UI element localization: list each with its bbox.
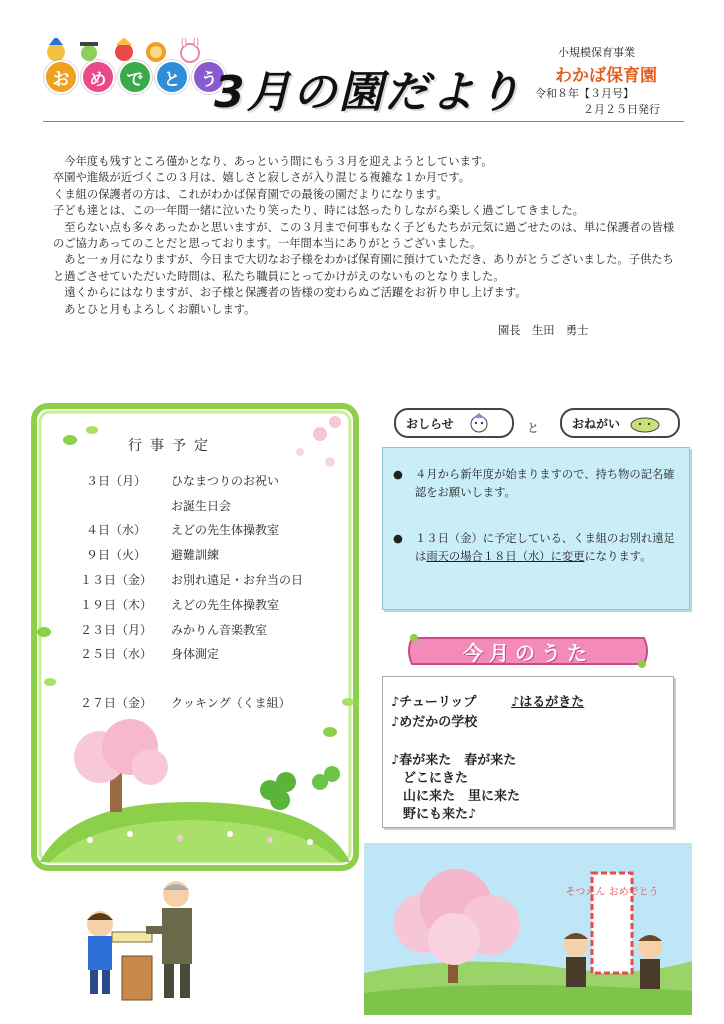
event-name: お別れ遠足・お弁当の日 <box>171 573 304 587</box>
events-title: 行事予定 <box>128 438 216 454</box>
bullet-icon: ● <box>393 468 403 481</box>
letter-paragraph: あと一ヵ月になりますが、今日まで大切なお子様をわかば保育園に預けていただき、ありがとうございました。子供たちと過ごさせていただいた時間は、私たち職員にとってかけがえのないものとなりました。 <box>53 253 674 283</box>
song-banner <box>406 632 650 670</box>
event-day: ４日（水） <box>86 523 147 537</box>
song-lyric: どこにきた <box>403 771 469 786</box>
conjunction-to: と <box>527 421 540 435</box>
event-name: 避難訓練 <box>171 548 220 562</box>
notice-box <box>382 447 690 610</box>
principal-signature: 園長 生田 勇士 <box>498 324 589 337</box>
omedeto-char: め <box>81 60 115 94</box>
oshirase-label <box>394 408 514 438</box>
character-icon <box>628 413 662 433</box>
sign-text: そつえん おめでとう <box>565 887 659 898</box>
principal-letter <box>53 154 683 318</box>
notice-item <box>393 530 683 566</box>
omedeto-char: と <box>155 60 189 94</box>
issue-date: ２月２５日発行 <box>583 103 660 116</box>
letter-paragraph: 今年度も残すところ僅かとなり、あっという間にもう３月を迎えようとしています。 <box>53 155 493 168</box>
event-day: １３日（金） <box>80 573 153 587</box>
song-list <box>382 676 674 828</box>
diploma-presentation-illustration <box>76 876 216 1006</box>
notice-text <box>415 530 683 566</box>
notice-item <box>393 466 683 502</box>
notice-text-part: になります。 <box>584 550 652 563</box>
event-day: ２７日（金） <box>80 696 153 710</box>
song-lyric: 野にも来た♪ <box>403 807 477 822</box>
event-day: ９日（火） <box>86 548 147 562</box>
event-day: ２５日（水） <box>80 647 153 661</box>
event-name: みかりん音楽教室 <box>171 623 268 637</box>
character-icon <box>464 413 494 433</box>
graduation-scene-illustration <box>364 843 692 1015</box>
event-name: クッキング（くま組） <box>171 696 291 710</box>
event-name: えどの先生体操教室 <box>171 598 280 612</box>
omedeto-char: で <box>118 60 152 94</box>
notice-text: ４月から新年度が始まりますので、持ち物の記名確認をお願いします。 <box>415 468 675 499</box>
header-divider <box>43 121 684 122</box>
org-name: わかば保育園 <box>555 66 657 86</box>
song-title: ♪めだかの学校 <box>391 715 478 730</box>
song-lyric: ♪春が来た 春が来た <box>391 753 517 768</box>
event-name: えどの先生体操教室 <box>171 523 280 537</box>
letter-paragraph: あとひと月もよろしくお願いします。 <box>53 302 256 316</box>
notice-text-underlined: 雨天の場合１８日（水）に変更 <box>426 550 585 563</box>
notice-text-part: １３日（金）に予定している、くま組のお別れ遠足は <box>415 532 675 563</box>
onegai-label <box>560 408 680 438</box>
omedeto-badges <box>44 60 226 94</box>
event-name: ひなまつりのお祝い <box>171 474 280 488</box>
event-name: 身体測定 <box>171 647 220 661</box>
omedeto-char: う <box>192 60 226 94</box>
event-day: ２３日（月） <box>80 623 153 637</box>
org-category: 小規模保育事業 <box>558 46 635 59</box>
event-day: ３日（月） <box>86 474 147 488</box>
letter-paragraph: 至らない点も多々あったかと思いますが、この３月まで何事もなく子どもたちが元気に過ごせたのは、単に保護者の皆様のご協力あってのことだと思っております。一年間本当にありがとうございました。 <box>53 220 675 251</box>
song-banner-text: 今月のうた <box>463 641 593 665</box>
event-name: お誕生日会 <box>171 499 232 513</box>
letter-paragraph: 遠くからにはなりますが、お子様と保護者の皆様の変わらぬご活躍をお祈り申し上げます。 <box>53 286 527 300</box>
song-lyric: 山に来た 里に来た <box>403 789 521 804</box>
song-title: ♪はるがきた <box>511 695 585 710</box>
newsletter-header <box>0 0 724 125</box>
letter-paragraph: 卒園や進級が近づくこの３月は、嬉しさと寂しさが入り混じる複雑な１か月です。 <box>53 171 471 185</box>
omedeto-char: お <box>44 60 78 94</box>
letter-paragraph: くま組の保護者の方は、これがわかば保育園での最後の園だよりになります。 <box>53 187 448 201</box>
onegai-text: おねがい <box>572 416 621 431</box>
event-day: １９日（木） <box>80 598 153 612</box>
issue-number: 令和８年【３月号】 <box>535 87 634 100</box>
letter-paragraph: 子ども達とは、この一年間一緒に泣いたり笑ったり、時には怒ったりしながら楽しく過ごしてきました。 <box>53 204 584 218</box>
oshirase-text: おしらせ <box>406 416 454 431</box>
bullet-icon: ● <box>393 532 403 545</box>
song-title: ♪チューリップ <box>391 695 477 710</box>
page-title: 3月の園だより <box>214 67 523 118</box>
